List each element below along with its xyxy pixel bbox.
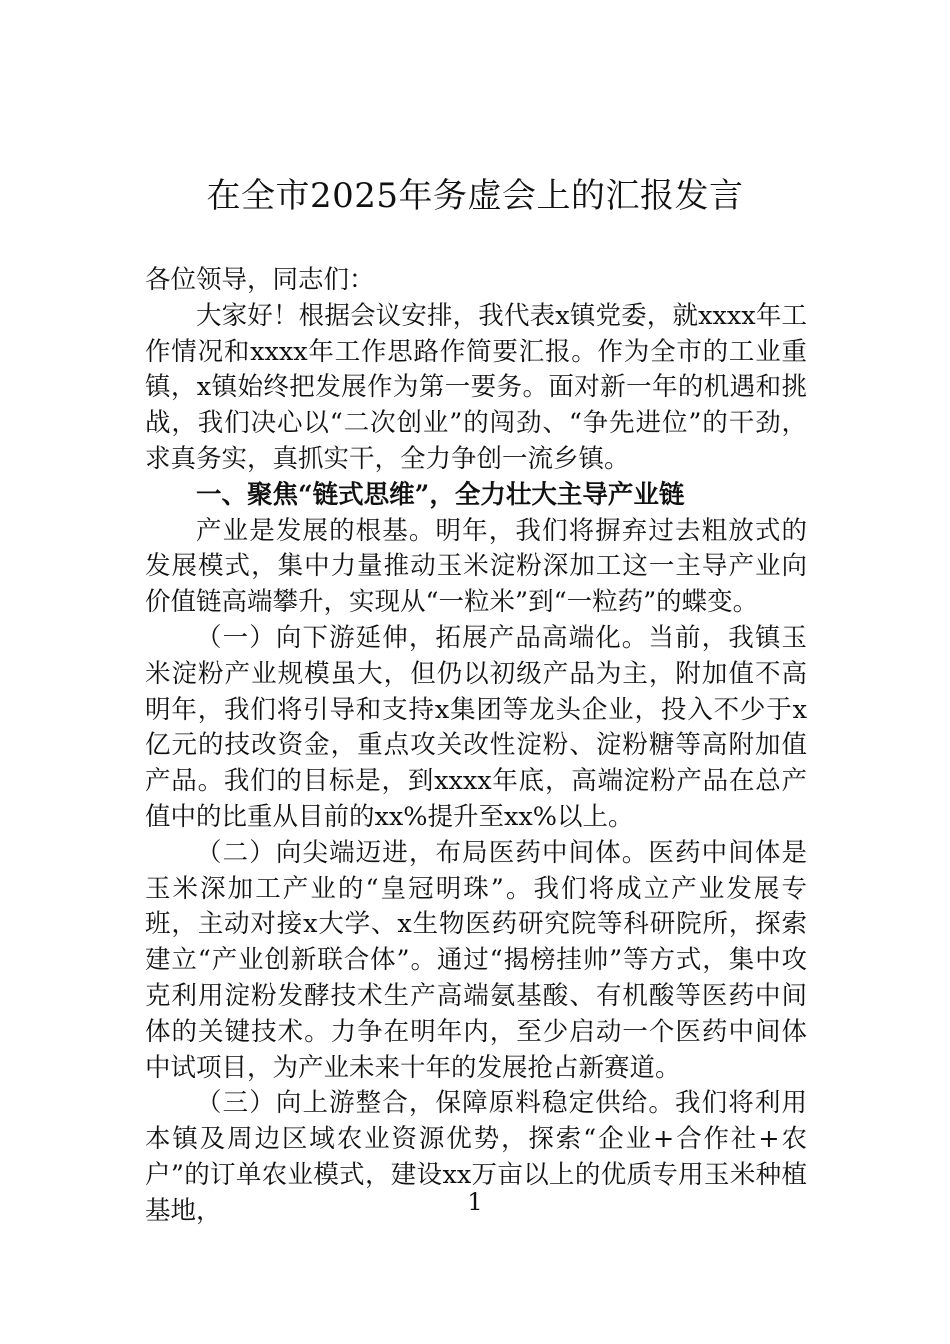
salutation: 各位领导，同志们：	[145, 265, 375, 295]
paragraph-item-3: （三）向上游整合，保障原料稳定供给。我们将利用本镇及周边区域农业资源优势，探索“企业+合作社+农户”的订单农业模式，建设xx万亩以上的优质专用玉米种植基地，	[145, 1088, 807, 1226]
paragraph-item-2: （二）向尖端迈进，布局医药中间体。医药中间体是玉米深加工产业的“皇冠明珠”。我们将成立产业发展专班，主动对接x大学、x生物医药研究院等科研院所，探索建立“产业创新联合体”。通过“揭榜挂帅”等方式，集中攻克利用淀粉发酵技术生产高端氨基酸、有机酸等医药中间体的关键技术。力争在明年内，至少启动一个医药中间体中试项目，为产业未来十年的发展抢占新赛道。	[145, 837, 807, 1083]
paragraph-section-intro: 产业是发展的根基。明年，我们将摒弃过去粗放式的发展模式，集中力量推动玉米淀粉深加工这一主导产业向价值链高端攀升，实现从“一粒米”到“一粒药”的蝶变。	[145, 515, 807, 618]
document-title: 在全市2025年务虚会上的汇报发言	[206, 176, 744, 216]
section-heading-1: 一、聚焦“链式思维”，全力壮大主导产业链	[196, 479, 685, 510]
page-number: 1	[467, 1188, 483, 1216]
document-body	[145, 263, 807, 1230]
paragraph-item-1: （一）向下游延伸，拓展产品高端化。当前，我镇玉米淀粉产业规模虽大，但仍以初级产品为主，附加值不高明年，我们将引导和支持x集团等龙头企业，投入不少于x亿元的技改资金，重点攻关改性淀粉、淀粉糖等高附加值产品。我们的目标是，到xxxx年底，高端淀粉产品在总产值中的比重从目前的xx%提升至xx%以上。	[145, 622, 807, 832]
paragraph-opening: 大家好！根据会议安排，我代表x镇党委，就xxxx年工作情况和xxxx年工作思路作简要汇报。作为全市的工业重镇，x镇始终把发展作为第一要务。面对新一年的机遇和挑战，我们决心以“二次创业”的闯劲、“争先进位”的干劲，求真务实，真抓实干，全力争创一流乡镇。	[145, 300, 807, 474]
